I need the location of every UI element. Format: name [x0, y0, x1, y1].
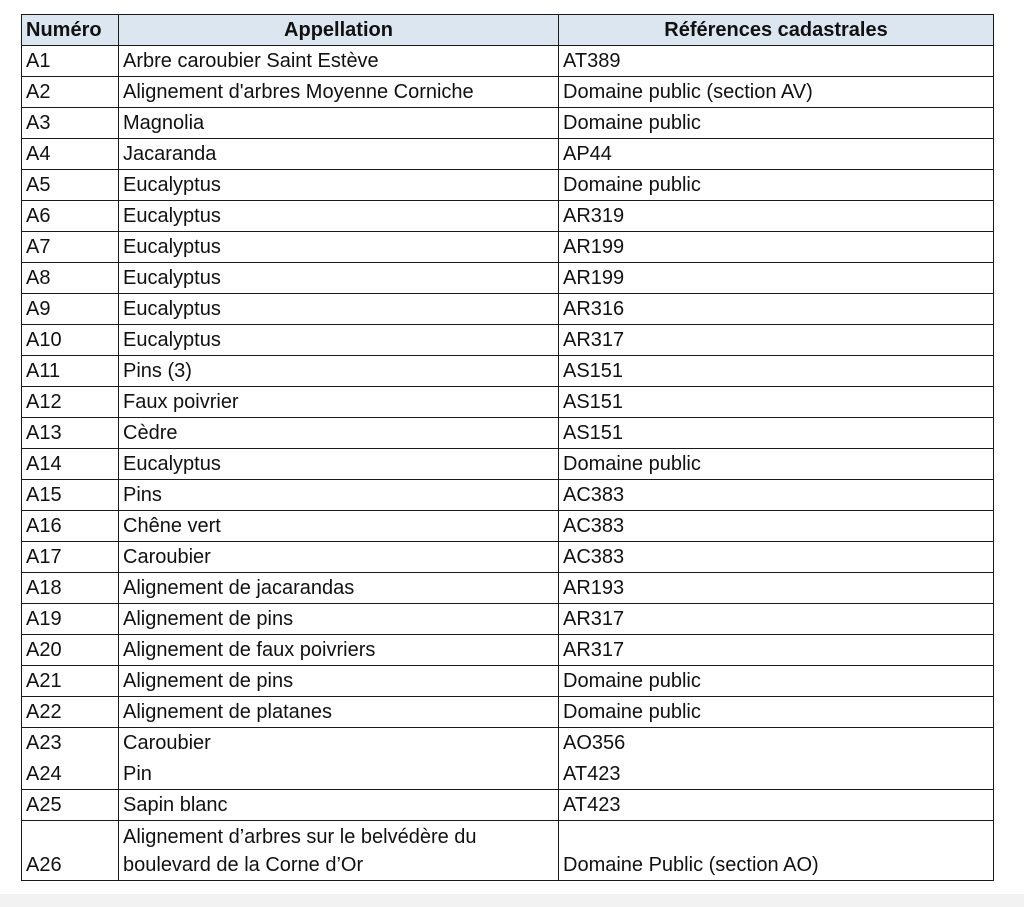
cell-appellation: Sapin blanc: [119, 790, 559, 821]
cell-numero: A18: [22, 573, 119, 604]
cell-references: Domaine public (section AV): [559, 77, 994, 108]
cell-references: AR317: [559, 325, 994, 356]
header-appellation: Appellation: [119, 15, 559, 46]
cell-references: AR199: [559, 263, 994, 294]
table-row: [22, 77, 994, 108]
cell-appellation: Pin: [119, 759, 559, 790]
table-row: [22, 728, 994, 759]
cell-appellation: Eucalyptus: [119, 449, 559, 480]
cell-numero: A17: [22, 542, 119, 573]
cell-numero: A6: [22, 201, 119, 232]
cell-numero: A22: [22, 697, 119, 728]
table-row: [22, 573, 994, 604]
cell-numero: A8: [22, 263, 119, 294]
table-row: [22, 790, 994, 821]
cell-appellation: Caroubier: [119, 542, 559, 573]
table-row: [22, 201, 994, 232]
table-row: [22, 263, 994, 294]
cell-references: Domaine public: [559, 449, 994, 480]
cell-references: AP44: [559, 139, 994, 170]
table-row: [22, 325, 994, 356]
table-row: [22, 108, 994, 139]
cell-references: AO356: [559, 728, 994, 759]
cell-appellation: Eucalyptus: [119, 232, 559, 263]
cell-appellation: Magnolia: [119, 108, 559, 139]
cell-numero: A14: [22, 449, 119, 480]
table-header: [22, 15, 994, 46]
cell-references: AC383: [559, 542, 994, 573]
header-numero: Numéro: [22, 15, 119, 46]
table-row: [22, 604, 994, 635]
cell-references: Domaine public: [559, 170, 994, 201]
cell-appellation: Alignement d’arbres sur le belvédère du boulevard de la Corne d’Or: [119, 821, 559, 881]
cell-numero: A11: [22, 356, 119, 387]
cell-appellation: Alignement de jacarandas: [119, 573, 559, 604]
cell-references: AR317: [559, 635, 994, 666]
cell-numero: A10: [22, 325, 119, 356]
cell-references: AT423: [559, 790, 994, 821]
table-row: [22, 387, 994, 418]
cell-appellation: Eucalyptus: [119, 170, 559, 201]
table-row: [22, 697, 994, 728]
cell-references: AS151: [559, 387, 994, 418]
cell-numero: A1: [22, 46, 119, 77]
cell-numero: A19: [22, 604, 119, 635]
table-row: [22, 511, 994, 542]
cell-appellation: Cèdre: [119, 418, 559, 449]
cell-numero: A16: [22, 511, 119, 542]
table-row: [22, 635, 994, 666]
cell-appellation: Jacaranda: [119, 139, 559, 170]
cell-numero: A5: [22, 170, 119, 201]
cell-appellation: Pins: [119, 480, 559, 511]
header-row: [22, 15, 994, 46]
cell-numero: A12: [22, 387, 119, 418]
cell-appellation: Eucalyptus: [119, 201, 559, 232]
table-row: [22, 542, 994, 573]
cell-references: AT423: [559, 759, 994, 790]
table-row: [22, 356, 994, 387]
table-row: [22, 139, 994, 170]
table-body: [22, 46, 994, 881]
cell-numero: A15: [22, 480, 119, 511]
cell-numero: A2: [22, 77, 119, 108]
cell-numero: A13: [22, 418, 119, 449]
cell-appellation: Caroubier: [119, 728, 559, 759]
cell-references: AC383: [559, 480, 994, 511]
cadastral-table: [21, 14, 994, 881]
cell-appellation: Alignement de platanes: [119, 697, 559, 728]
cell-references: Domaine public: [559, 666, 994, 697]
page-bottom-band: [0, 894, 1024, 907]
cell-appellation: Chêne vert: [119, 511, 559, 542]
table-row: [22, 480, 994, 511]
cell-references: AC383: [559, 511, 994, 542]
table-row: [22, 294, 994, 325]
table-row: [22, 170, 994, 201]
cell-references: AT389: [559, 46, 994, 77]
cell-appellation: Eucalyptus: [119, 294, 559, 325]
cell-appellation: Eucalyptus: [119, 325, 559, 356]
cell-references: Domaine public: [559, 108, 994, 139]
cell-numero: A26: [22, 821, 119, 881]
cell-appellation: Alignement de pins: [119, 666, 559, 697]
cell-references: AR199: [559, 232, 994, 263]
cell-references: Domaine Public (section AO): [559, 821, 994, 881]
cell-references: AR317: [559, 604, 994, 635]
cell-numero: A7: [22, 232, 119, 263]
cell-numero: A3: [22, 108, 119, 139]
cell-appellation: Alignement d'arbres Moyenne Corniche: [119, 77, 559, 108]
cell-numero: A25: [22, 790, 119, 821]
cell-appellation: Alignement de faux poivriers: [119, 635, 559, 666]
cell-references: AS151: [559, 356, 994, 387]
cell-references: Domaine public: [559, 697, 994, 728]
cell-references: AR316: [559, 294, 994, 325]
table-row: [22, 759, 994, 790]
cell-appellation: Alignement de pins: [119, 604, 559, 635]
table-row: [22, 232, 994, 263]
table-row: [22, 46, 994, 77]
cell-numero: A9: [22, 294, 119, 325]
cell-numero: A4: [22, 139, 119, 170]
cell-appellation: Faux poivrier: [119, 387, 559, 418]
cell-numero: A21: [22, 666, 119, 697]
cell-numero: A24: [22, 759, 119, 790]
table-row: [22, 418, 994, 449]
table-row: [22, 449, 994, 480]
table-row: [22, 666, 994, 697]
cell-appellation: Pins (3): [119, 356, 559, 387]
cell-references: AR319: [559, 201, 994, 232]
header-references: Références cadastrales: [559, 15, 994, 46]
cell-references: AR193: [559, 573, 994, 604]
cell-numero: A20: [22, 635, 119, 666]
cell-appellation: Arbre caroubier Saint Estève: [119, 46, 559, 77]
cell-references: AS151: [559, 418, 994, 449]
cell-numero: A23: [22, 728, 119, 759]
table-row: [22, 821, 994, 881]
cell-appellation: Eucalyptus: [119, 263, 559, 294]
